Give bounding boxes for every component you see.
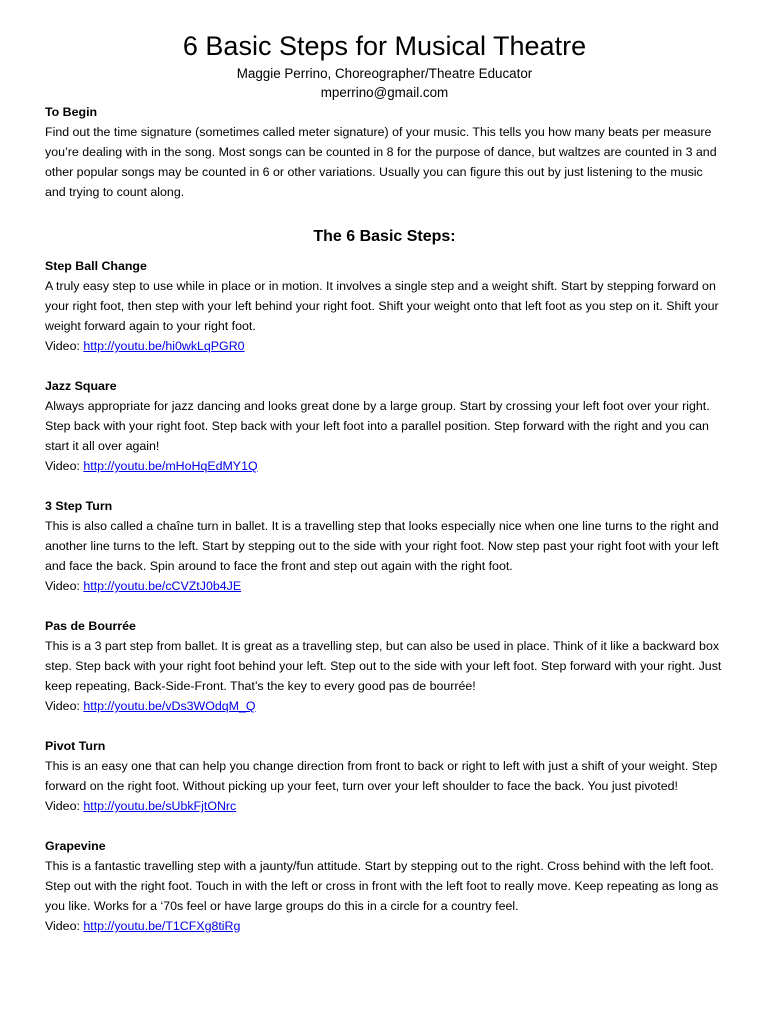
video-link[interactable]: http://youtu.be/hi0wkLqPGR0 <box>83 339 245 353</box>
video-line <box>45 796 724 816</box>
video-link[interactable]: http://youtu.be/mHoHqEdMY1Q <box>83 459 258 473</box>
intro-heading: To Begin <box>45 105 98 119</box>
video-link[interactable]: http://youtu.be/vDs3WOdqM_Q <box>83 699 256 713</box>
video-link[interactable]: http://youtu.be/T1CFXg8tiRg <box>83 919 241 933</box>
step-title: Pas de Bourrée <box>45 619 136 633</box>
step-description: This is a 3 part step from ballet. It is great as a travelling step, but can also be used in place. Think of it like a backward box step. Step back with your right foot behind your left. Step out to the side with your left foot. Step forward with your right. Just keep repeating, Back-Side-Front. That’s the key to every good pas de bourrée! <box>45 639 722 693</box>
step-step-ball-change <box>45 256 724 356</box>
step-title: Jazz Square <box>45 379 117 393</box>
step-grapevine <box>45 836 724 936</box>
intro-section <box>45 103 724 202</box>
video-label: Video: <box>45 339 84 353</box>
step-title: 3 Step Turn <box>45 499 113 513</box>
step-pivot-turn <box>45 736 724 816</box>
step-description: This is also called a chaîne turn in ballet. It is a travelling step that looks especially nice when one line turns to the right and another line turns to the left. Start by stepping out to the side with your right foot. Now step past your right foot with your left and face the back. Spin around to face the front and step out again with the right foot. <box>45 519 719 573</box>
step-3-step-turn <box>45 496 724 596</box>
step-description: Always appropriate for jazz dancing and looks great done by a large group. Start by crossing your left foot over your right. Step back with your right foot. Step back with your left foot into a parallel position. Step forward with the right and you can start it all over again! <box>45 399 710 453</box>
video-label: Video: <box>45 919 84 933</box>
video-line <box>45 336 724 356</box>
video-link[interactable]: http://youtu.be/cCVZtJ0b4JE <box>83 579 242 593</box>
video-line <box>45 916 724 936</box>
video-label: Video: <box>45 459 84 473</box>
intro-text: Find out the time signature (sometimes called meter signature) of your music. This tells you how many beats per measure you’re dealing with in the song. Most songs can be counted in 8 for the purpose of dance, but waltzes are counted in 3 and other popular songs may be counted in 6 or other variations. Usually you can figure this out by just listening to the music and trying to count along. <box>45 125 717 199</box>
document-title: 6 Basic Steps for Musical Theatre <box>182 31 587 61</box>
step-title: Pivot Turn <box>45 739 106 753</box>
video-link[interactable]: http://youtu.be/sUbkFjtONrc <box>83 799 237 813</box>
video-label: Video: <box>45 699 84 713</box>
video-line <box>45 456 724 476</box>
step-description: This is an easy one that can help you change direction from front to back or right to left with just a shift of your weight. Step forward on the right foot. Without picking up your feet, turn over your left shoulder to face the back. You just pivoted! <box>45 759 718 793</box>
step-pas-de-bourree <box>45 616 724 716</box>
step-title: Grapevine <box>45 839 106 853</box>
steps-heading: The 6 Basic Steps: <box>313 228 456 245</box>
step-description: This is a fantastic travelling step with a jaunty/fun attitude. Start by stepping out to the right. Cross behind with the left foot. Step out with the right foot. Touch in with the left or cross in front with the left foot to really move. Keep repeating as long as you like. Works for a ‘70s feel or have large groups do this in a circle for a country feel. <box>45 859 719 913</box>
step-description: A truly easy step to use while in place or in motion. It involves a single step and a weight shift. Start by stepping forward on your right foot, then step with your left behind your right foot. Shift your weight onto that left foot as you step on it. Shift your weight forward again to your right foot. <box>45 279 719 333</box>
step-title: Step Ball Change <box>45 259 147 273</box>
video-line <box>45 576 724 596</box>
video-label: Video: <box>45 579 84 593</box>
author-line: Maggie Perrino, Choreographer/Theatre Educator <box>236 66 533 81</box>
author-email: mperrino@gmail.com <box>320 85 449 100</box>
step-jazz-square <box>45 376 724 476</box>
video-label: Video: <box>45 799 84 813</box>
video-line <box>45 696 724 716</box>
